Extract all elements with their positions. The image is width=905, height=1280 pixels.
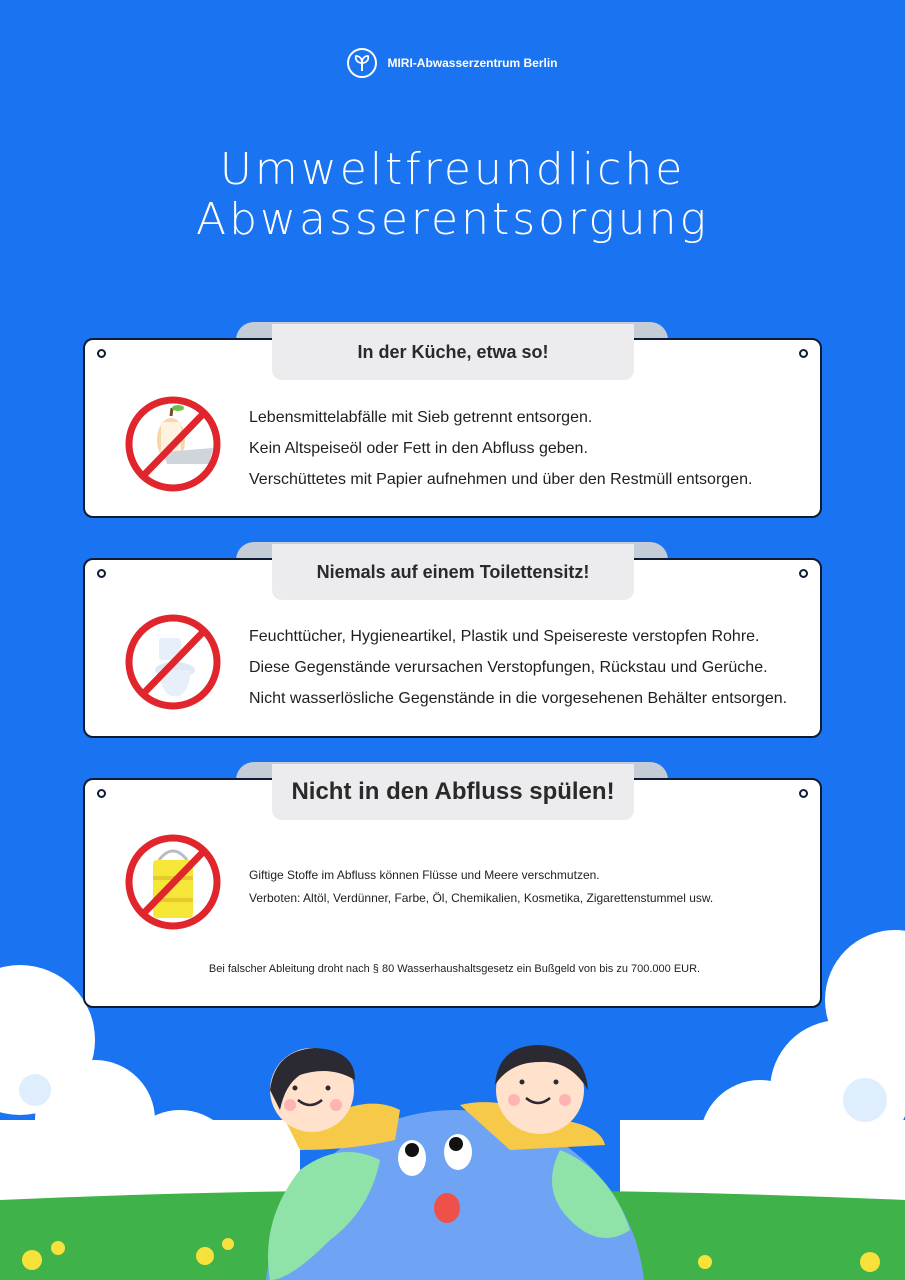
pin-icon xyxy=(97,349,106,358)
title-line-1: Umweltfreundliche xyxy=(219,144,686,195)
pin-icon xyxy=(799,349,808,358)
kitchen-card-heading: In der Küche, etwa so! xyxy=(272,324,634,380)
fine-note: Bei falscher Ableitung droht nach § 80 Wasserhaushaltsgesetz ein Bußgeld von bis zu 700.000 EUR. xyxy=(208,963,701,975)
card-line: Giftige Stoffe im Abfluss können Flüsse und Meere verschmutzen. xyxy=(249,868,600,882)
card-line: Kein Altspeiseöl oder Fett in den Abfluss geben. xyxy=(249,440,588,457)
card-line: Nicht wasserlösliche Gegenstände in die vorgesehenen Behälter entsorgen. xyxy=(249,690,788,707)
pin-icon xyxy=(97,789,106,798)
banned-chemical-bucket-icon xyxy=(123,832,223,932)
banned-food-waste-icon xyxy=(123,394,223,494)
toilet-card-heading: Niemals auf einem Toilettensitz! xyxy=(272,544,634,600)
title-line-2: Abwasserentsorgung xyxy=(196,194,709,245)
pin-icon xyxy=(97,569,106,578)
pin-icon xyxy=(799,789,808,798)
card-line: Lebensmittelabfälle mit Sieb getrennt entsorgen. xyxy=(249,409,593,426)
toilet-card-text xyxy=(249,621,787,714)
drain-card-text xyxy=(249,864,713,910)
drain-card-heading: Nicht in den Abfluss spülen! xyxy=(272,764,634,820)
card-line: Verschüttetes mit Papier aufnehmen und über den Restmüll entsorgen. xyxy=(249,471,753,488)
pin-icon xyxy=(799,569,808,578)
brand-name: MIRI-Abwasserzentrum Berlin xyxy=(387,56,558,70)
card-line: Diese Gegenstände verursachen Verstopfungen, Rückstau und Gerüche. xyxy=(249,659,768,676)
card-line: Feuchttücher, Hygieneartikel, Plastik und Speisereste verstopfen Rohre. xyxy=(249,628,760,645)
card-line: Verboten: Altöl, Verdünner, Farbe, Öl, Chemikalien, Kosmetika, Zigarettenstummel usw. xyxy=(249,891,714,905)
kitchen-card-text xyxy=(249,402,752,495)
banned-toilet-icon xyxy=(123,612,223,712)
